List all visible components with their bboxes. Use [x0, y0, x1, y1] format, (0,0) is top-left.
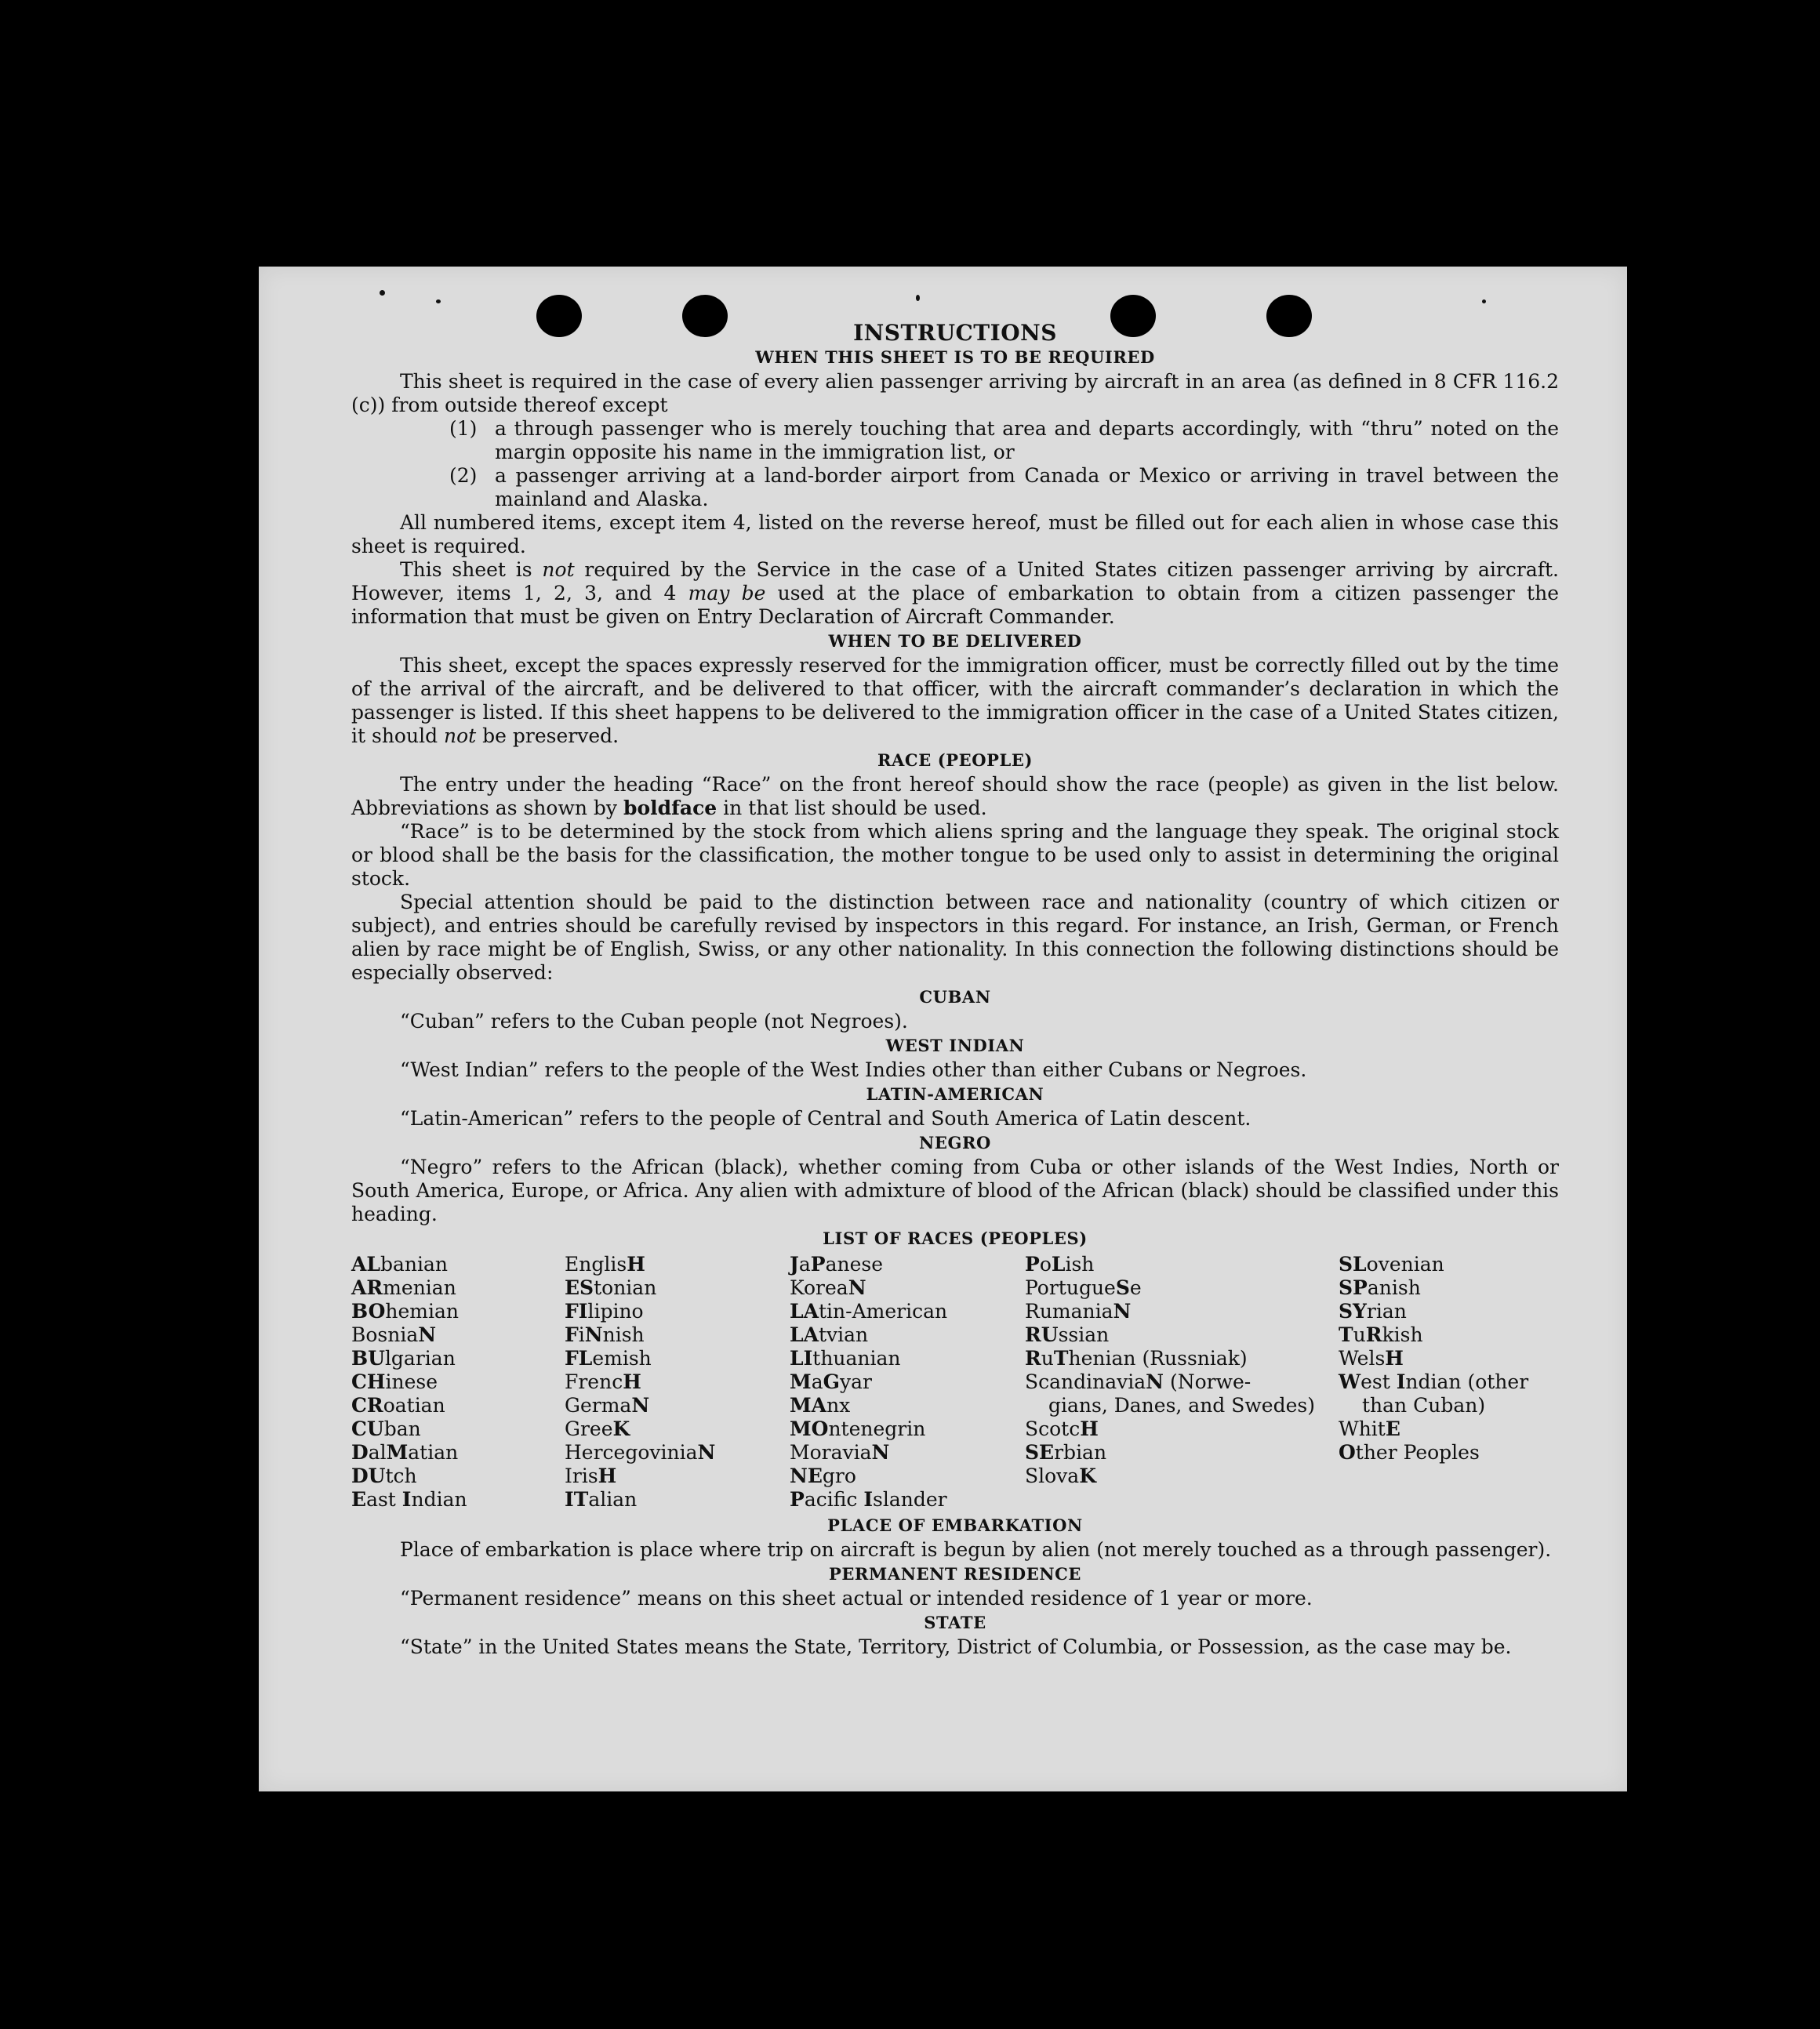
section-heading: NEGRO	[919, 1133, 991, 1152]
race-entry: GreeK	[565, 1417, 630, 1440]
speck	[436, 299, 441, 303]
race-entry: WelsH	[1339, 1347, 1404, 1370]
section-heading: PERMANENT RESIDENCE	[828, 1564, 1082, 1584]
list-number: (2)	[449, 464, 478, 487]
race-entry: FLemish	[565, 1347, 652, 1370]
race-column	[351, 1253, 565, 1512]
text: This sheet is	[400, 558, 543, 581]
race-entry: HercegoviniaN	[565, 1441, 716, 1464]
speck	[1482, 299, 1486, 303]
race-entry: TuRkish	[1339, 1323, 1423, 1346]
paragraph: “Permanent residence” means on this sheet actual or intended residence of 1 year or more.	[400, 1587, 1313, 1610]
race-entry: FiNnish	[565, 1323, 645, 1346]
race-entry: West Indian (other	[1339, 1370, 1529, 1393]
text: used at the place of embarkation to obtain from a citizen passenger the information that must be given on Entry Declaration of Aircraft Commander.	[351, 582, 1560, 628]
instructions-content	[351, 321, 1559, 1659]
race-entry: FrencH	[565, 1370, 641, 1393]
paragraph: This sheet is required in the case of every alien passenger arriving by aircraft in an area (as defined in 8 CFR 116.2 (c)) from outside thereof except	[351, 370, 1559, 416]
race-entry: WhitE	[1339, 1417, 1400, 1440]
list-text: a through passenger who is merely touching that area and departs accordingly, with “thru” noted on the margin opposite his name in the immigration list, or	[495, 417, 1559, 463]
paragraph: “Negro” refers to the African (black), whether coming from Cuba or other islands of the West Indies, North or South America, Europe, or Africa. Any alien with admixture of blood of the African (black) should be classified under this heading.	[351, 1156, 1559, 1225]
text: in that list should be used.	[717, 797, 987, 819]
race-entry: KoreaN	[790, 1276, 866, 1299]
list-item	[449, 464, 1559, 511]
section-heading: CUBAN	[919, 987, 991, 1007]
race-entry: BOhemian	[351, 1300, 459, 1323]
speck	[380, 290, 385, 296]
definition: “Latin-American” refers to the people of Central and South America of Latin descent.	[400, 1107, 1251, 1130]
race-entry: MoraviaN	[790, 1441, 890, 1464]
page-title: INSTRUCTIONS	[853, 320, 1057, 346]
race-entry-continued: than Cuban)	[1362, 1394, 1486, 1417]
race-entry: GermaN	[565, 1394, 650, 1417]
paragraph	[351, 558, 1559, 629]
paragraph: Special attention should be paid to the distinction between race and nationality (country of which citizen or subject), and entries should be carefully revised by inspectors in this regard. For instance, an Irish, German, or French alien by race might be of English, Swiss, or any other nationality. In this connection the following distinctions should be especially observed:	[351, 891, 1559, 984]
document-sheet	[259, 267, 1627, 1791]
race-entry: ScandinaviaN (Norwe-	[1025, 1370, 1251, 1393]
race-entry: MaGyar	[790, 1370, 872, 1393]
race-entry: NEgro	[790, 1465, 856, 1487]
race-entry: SLovenian	[1339, 1253, 1444, 1276]
paragraph: “Race” is to be determined by the stock from which aliens spring and the language they speak. The original stock or blood shall be the basis for the classification, the mother tongue to be used only to assist in determining the original stock.	[351, 820, 1559, 890]
paragraph: Place of embarkation is place where trip on aircraft is begun by alien (not merely touched as a through passenger).	[400, 1538, 1552, 1561]
emphasis: not	[444, 724, 477, 747]
text: This sheet, except the spaces expressly reserved for the immigration officer, must be correctly filled out by the time of the arrival of the aircraft, and be delivered to that officer, with the aircraft commander’s declaration in which the passenger is listed. If this sheet happens to be delivered to the immigration officer in the case of a United States citizen, it should	[351, 654, 1559, 747]
race-entry: CRoatian	[351, 1394, 445, 1417]
speck	[916, 295, 920, 301]
race-entry: LAtin-American	[790, 1300, 948, 1323]
emphasis: not	[542, 558, 575, 581]
section-heading: WEST INDIAN	[885, 1036, 1025, 1055]
race-entry: EnglisH	[565, 1253, 645, 1276]
text: be preserved.	[476, 724, 619, 747]
race-entry: LIthuanian	[790, 1347, 901, 1370]
list-text: a passenger arriving at a land-border airport from Canada or Mexico or arriving in travel between the mainland and Alaska.	[495, 464, 1559, 510]
race-column	[790, 1253, 1025, 1512]
emphasis: may be	[688, 582, 766, 604]
section-heading: WHEN TO BE DELIVERED	[828, 631, 1082, 651]
race-entry: Pacific Islander	[790, 1488, 947, 1511]
race-column	[565, 1253, 790, 1512]
race-entry: JaPanese	[790, 1253, 883, 1276]
race-entry: CHinese	[351, 1370, 438, 1393]
race-column	[1339, 1253, 1559, 1512]
race-entry: BosniaN	[351, 1323, 437, 1346]
race-entry: MAnx	[790, 1394, 851, 1417]
race-entry: ITalian	[565, 1488, 638, 1511]
race-entry: BUlgarian	[351, 1347, 456, 1370]
text: required by the Service in the case of a United States citizen passenger arriving by aircraft. However, items 1, 2, 3, and 4	[351, 558, 1559, 604]
race-list	[351, 1253, 1559, 1512]
race-entry: ALbanian	[351, 1253, 448, 1276]
race-entry: PoLish	[1025, 1253, 1095, 1276]
race-entry: FIlipino	[565, 1300, 644, 1323]
race-entry: Other Peoples	[1339, 1441, 1480, 1464]
section-heading: PLACE OF EMBARKATION	[827, 1515, 1083, 1535]
section-heading: RACE (PEOPLE)	[877, 750, 1034, 770]
definition: “West Indian” refers to the people of the West Indies other than either Cubans or Negroes.	[400, 1058, 1307, 1081]
list-item	[449, 417, 1559, 464]
paragraph	[351, 773, 1559, 820]
paragraph: All numbered items, except item 4, listed on the reverse hereof, must be filled out for each alien in whose case this sheet is required.	[351, 511, 1559, 557]
race-entry: East Indian	[351, 1488, 467, 1511]
race-entry: DUtch	[351, 1465, 417, 1487]
section-heading: LATIN-AMERICAN	[866, 1084, 1044, 1104]
list-number: (1)	[449, 417, 478, 440]
text: The entry under the heading “Race” on the front hereof should show the race (people) as given in the list below. Abbreviations as shown by	[351, 773, 1559, 819]
section-heading: STATE	[924, 1613, 986, 1632]
race-entry-continued: gians, Danes, and Swedes)	[1048, 1394, 1315, 1417]
race-entry: ScotcH	[1025, 1417, 1099, 1440]
race-entry: SPanish	[1339, 1276, 1421, 1299]
race-entry: RuThenian (Russniak)	[1025, 1347, 1248, 1370]
race-entry: ARmenian	[351, 1276, 456, 1299]
emphasis: boldface	[623, 797, 717, 819]
race-entry: LAtvian	[790, 1323, 869, 1346]
race-entry: SErbian	[1025, 1441, 1107, 1464]
race-entry: IrisH	[565, 1465, 617, 1487]
race-entry: DalMatian	[351, 1441, 459, 1464]
race-entry: SYrian	[1339, 1300, 1407, 1323]
paragraph: “State” in the United States means the State, Territory, District of Columbia, or Possession, as the case may be.	[400, 1635, 1512, 1658]
race-entry: PortugueSe	[1025, 1276, 1142, 1299]
race-entry: CUban	[351, 1417, 421, 1440]
paragraph	[351, 654, 1559, 748]
race-column	[1025, 1253, 1339, 1512]
section-heading: WHEN THIS SHEET IS TO BE REQUIRED	[755, 347, 1155, 367]
race-entry: MOntenegrin	[790, 1417, 926, 1440]
definition: “Cuban” refers to the Cuban people (not Negroes).	[400, 1010, 908, 1033]
race-entry: EStonian	[565, 1276, 657, 1299]
race-entry: RUssian	[1025, 1323, 1110, 1346]
section-heading: LIST OF RACES (PEOPLES)	[823, 1229, 1088, 1248]
race-entry: SlovaK	[1025, 1465, 1096, 1487]
race-entry: RumaniaN	[1025, 1300, 1132, 1323]
